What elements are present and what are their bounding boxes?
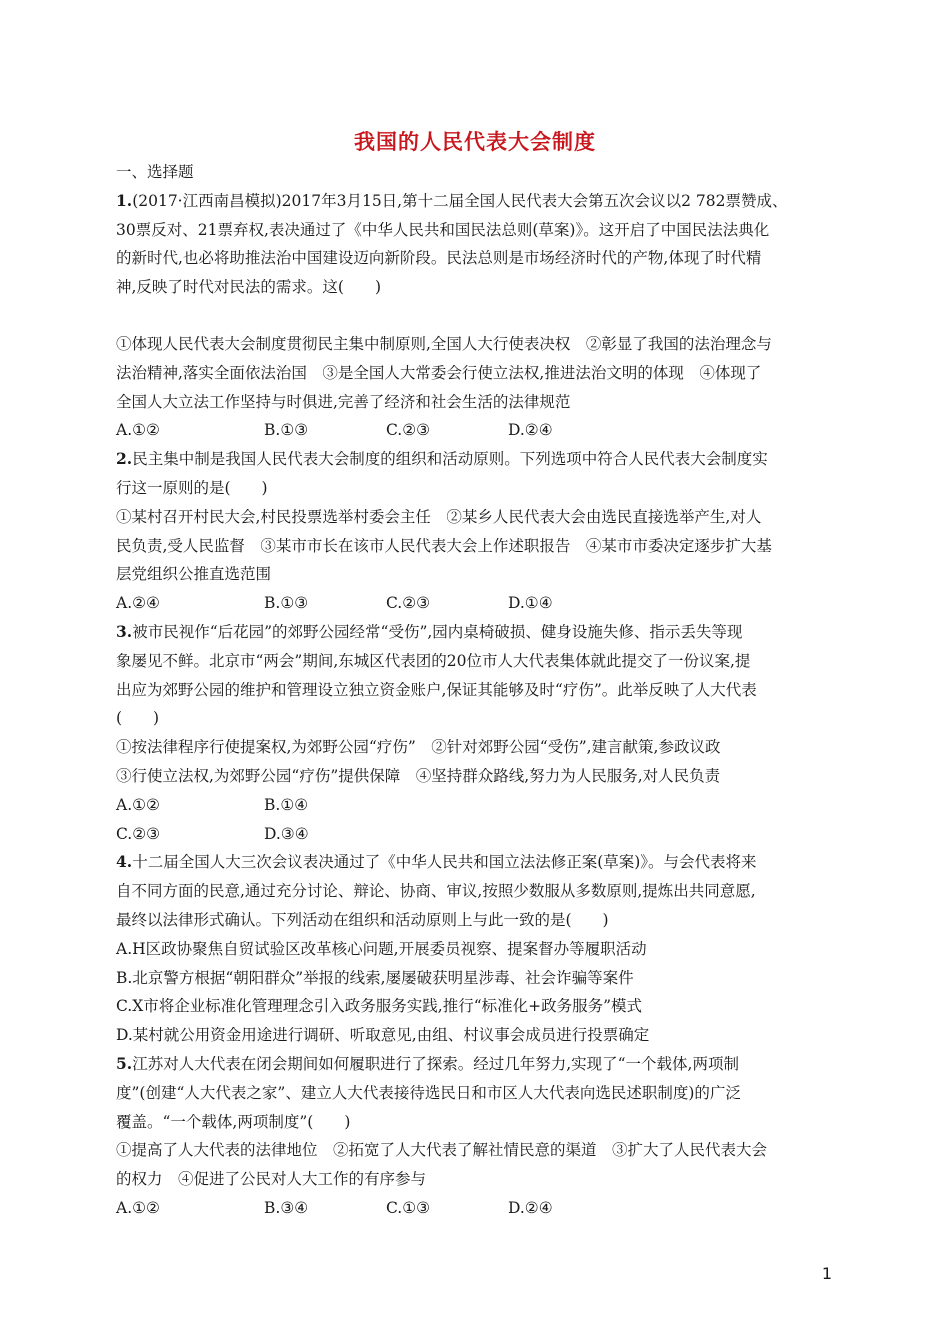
option-d[interactable]: D.某村就公用资金用途进行调研、听取意见,由组、村议事会成员进行投票确定	[116, 1026, 650, 1045]
question-stem-line	[116, 848, 836, 877]
statement-line: ①某村召开村民大会,村民投票选举村委会主任 ②某乡人民代表大会由选民直接选举产生,对人	[116, 507, 762, 526]
statement-line: 层党组织公推直选范围	[116, 565, 272, 584]
question-3	[116, 618, 836, 848]
question-stem-line	[116, 187, 836, 216]
option-d[interactable]: D.③④	[264, 824, 309, 843]
stem-text: 民主集中制是我国人民代表大会制度的组织和活动原则。下列选项中符合人民代表大会制度实	[132, 450, 768, 469]
question-2	[116, 445, 836, 618]
question-number: 5.	[116, 1053, 133, 1073]
stem-text: (2017·江西南昌模拟)2017年3月15日,第十二届全国人民代表大会第五次会议以2 782票赞成、	[132, 191, 788, 210]
option-d[interactable]: D.②④	[508, 1198, 553, 1217]
option-c[interactable]: C.X市将企业标准化管理理念引入政务服务实践,推行“标准化+政务服务”模式	[116, 997, 643, 1016]
stem-text: 江苏对人大代表在闭会期间如何履职进行了探索。经过几年努力,实现了“一个载体,两项制	[132, 1054, 739, 1073]
question-4	[116, 848, 836, 1050]
answer-options	[116, 820, 836, 849]
statement-line: ③行使立法权,为郊野公园“疗伤”提供保障 ④坚持群众路线,努力为人民服务,对人民负责	[116, 766, 721, 785]
question-5	[116, 1050, 836, 1223]
question-stem-line	[116, 1050, 836, 1079]
option-a[interactable]: A.①②	[116, 795, 160, 814]
blank-space	[116, 302, 836, 330]
answer-options	[116, 589, 836, 618]
option-d[interactable]: D.②④	[508, 421, 553, 440]
option-b[interactable]: B.③④	[264, 1198, 309, 1217]
stem-text: 十二届全国人大三次会议表决通过了《中华人民共和国立法法修正案(草案)》。与会代表将来	[132, 853, 757, 872]
document-title: 我国的人民代表大会制度	[354, 130, 596, 154]
option-a[interactable]: A.①②	[116, 421, 160, 440]
option-c[interactable]: C.②③	[386, 594, 431, 613]
question-stem-line	[116, 618, 836, 647]
option-a[interactable]: A.①②	[116, 1198, 160, 1217]
question-number: 3.	[116, 621, 133, 641]
statement-line: ①提高了人大代表的法律地位 ②拓宽了人大代表了解社情民意的渠道 ③扩大了人民代表大会	[116, 1141, 768, 1160]
question-stem-line: 神,反映了时代对民法的需求。这( )	[116, 278, 382, 297]
option-b[interactable]: B.北京警方根据“朝阳群众”举报的线索,屡屡破获明星涉毒、社会诈骗等案件	[116, 968, 634, 987]
question-number: 4.	[116, 852, 133, 872]
statement-line: 法治精神,落实全面依法治国 ③是全国人大常委会行使立法权,推进法治文明的体现 ④体现了	[116, 363, 762, 382]
statement-line: 全国人大立法工作坚持与时俱进,完善了经济和社会生活的法律规范	[116, 392, 571, 411]
question-stem-line: 覆盖。“一个载体,两项制度”( )	[116, 1112, 351, 1131]
stem-text: 被市民视作“后花园”的郊野公园经常“受伤”,园内桌椅破损、健身设施失修、指示丢失等现	[132, 622, 743, 641]
answer-options	[116, 791, 836, 820]
question-content	[116, 158, 836, 1223]
question-stem-line: 30票反对、21票弃权,表决通过了《中华人民共和国民法总则(草案)》。这开启了中国民法法典化	[116, 220, 770, 239]
section-heading: 一、选择题	[116, 163, 194, 181]
option-b[interactable]: B.①④	[264, 795, 309, 814]
option-b[interactable]: B.①③	[264, 594, 309, 613]
option-c[interactable]: C.②③	[386, 421, 431, 440]
option-b[interactable]: B.①③	[264, 421, 309, 440]
option-a[interactable]: A.②④	[116, 594, 160, 613]
statement-line: 民负责,受人民监督 ③某市市长在该市人民代表大会上作述职报告 ④某市市委决定逐步扩大基	[116, 536, 772, 555]
question-stem-line: 的新时代,也必将助推法治中国建设迈向新阶段。民法总则是市场经济时代的产物,体现了时代精	[116, 249, 762, 268]
question-stem-line	[116, 445, 836, 474]
statement-line: ①体现人民代表大会制度贯彻民主集中制原则,全国人大行使表决权 ②彰显了我国的法治理念与	[116, 334, 772, 353]
option-d[interactable]: D.①④	[508, 594, 553, 613]
option-c[interactable]: C.②③	[116, 824, 161, 843]
question-stem-line: ( )	[116, 709, 160, 728]
page-number: 1	[821, 1264, 832, 1283]
question-stem-line: 行这一原则的是( )	[116, 478, 268, 497]
answer-options	[116, 416, 836, 445]
question-stem-line: 象屡见不鲜。北京市“两会”期间,东城区代表团的20位市人大代表集体就此提交了一份议案,提	[116, 651, 751, 670]
statement-line: ①按法律程序行使提案权,为郊野公园“疗伤” ②针对郊野公园“受伤”,建言献策,参政议政	[116, 738, 721, 757]
option-c[interactable]: C.①③	[386, 1198, 431, 1217]
question-number: 1.	[116, 190, 133, 210]
question-1	[116, 187, 836, 445]
option-a[interactable]: A.H区政协聚焦自贸试验区改革核心问题,开展委员视察、提案督办等履职活动	[116, 939, 647, 958]
question-number: 2.	[116, 449, 133, 469]
answer-options	[116, 1194, 836, 1223]
question-stem-line: 最终以法律形式确认。下列活动在组织和活动原则上与此一致的是( )	[116, 910, 609, 929]
statement-line: 的权力 ④促进了公民对人大工作的有序参与	[116, 1170, 427, 1189]
question-stem-line: 度”(创建“人大代表之家”、建立人大代表接待选民日和市区人大代表向选民述职制度)的广泛	[116, 1083, 741, 1102]
question-stem-line: 自不同方面的民意,通过充分讨论、辩论、协商、审议,按照少数服从多数原则,提炼出共同意愿,	[116, 882, 756, 901]
question-stem-line: 出应为郊野公园的维护和管理设立独立资金账户,保证其能够及时“疗伤”。此举反映了人大代表	[116, 680, 757, 699]
